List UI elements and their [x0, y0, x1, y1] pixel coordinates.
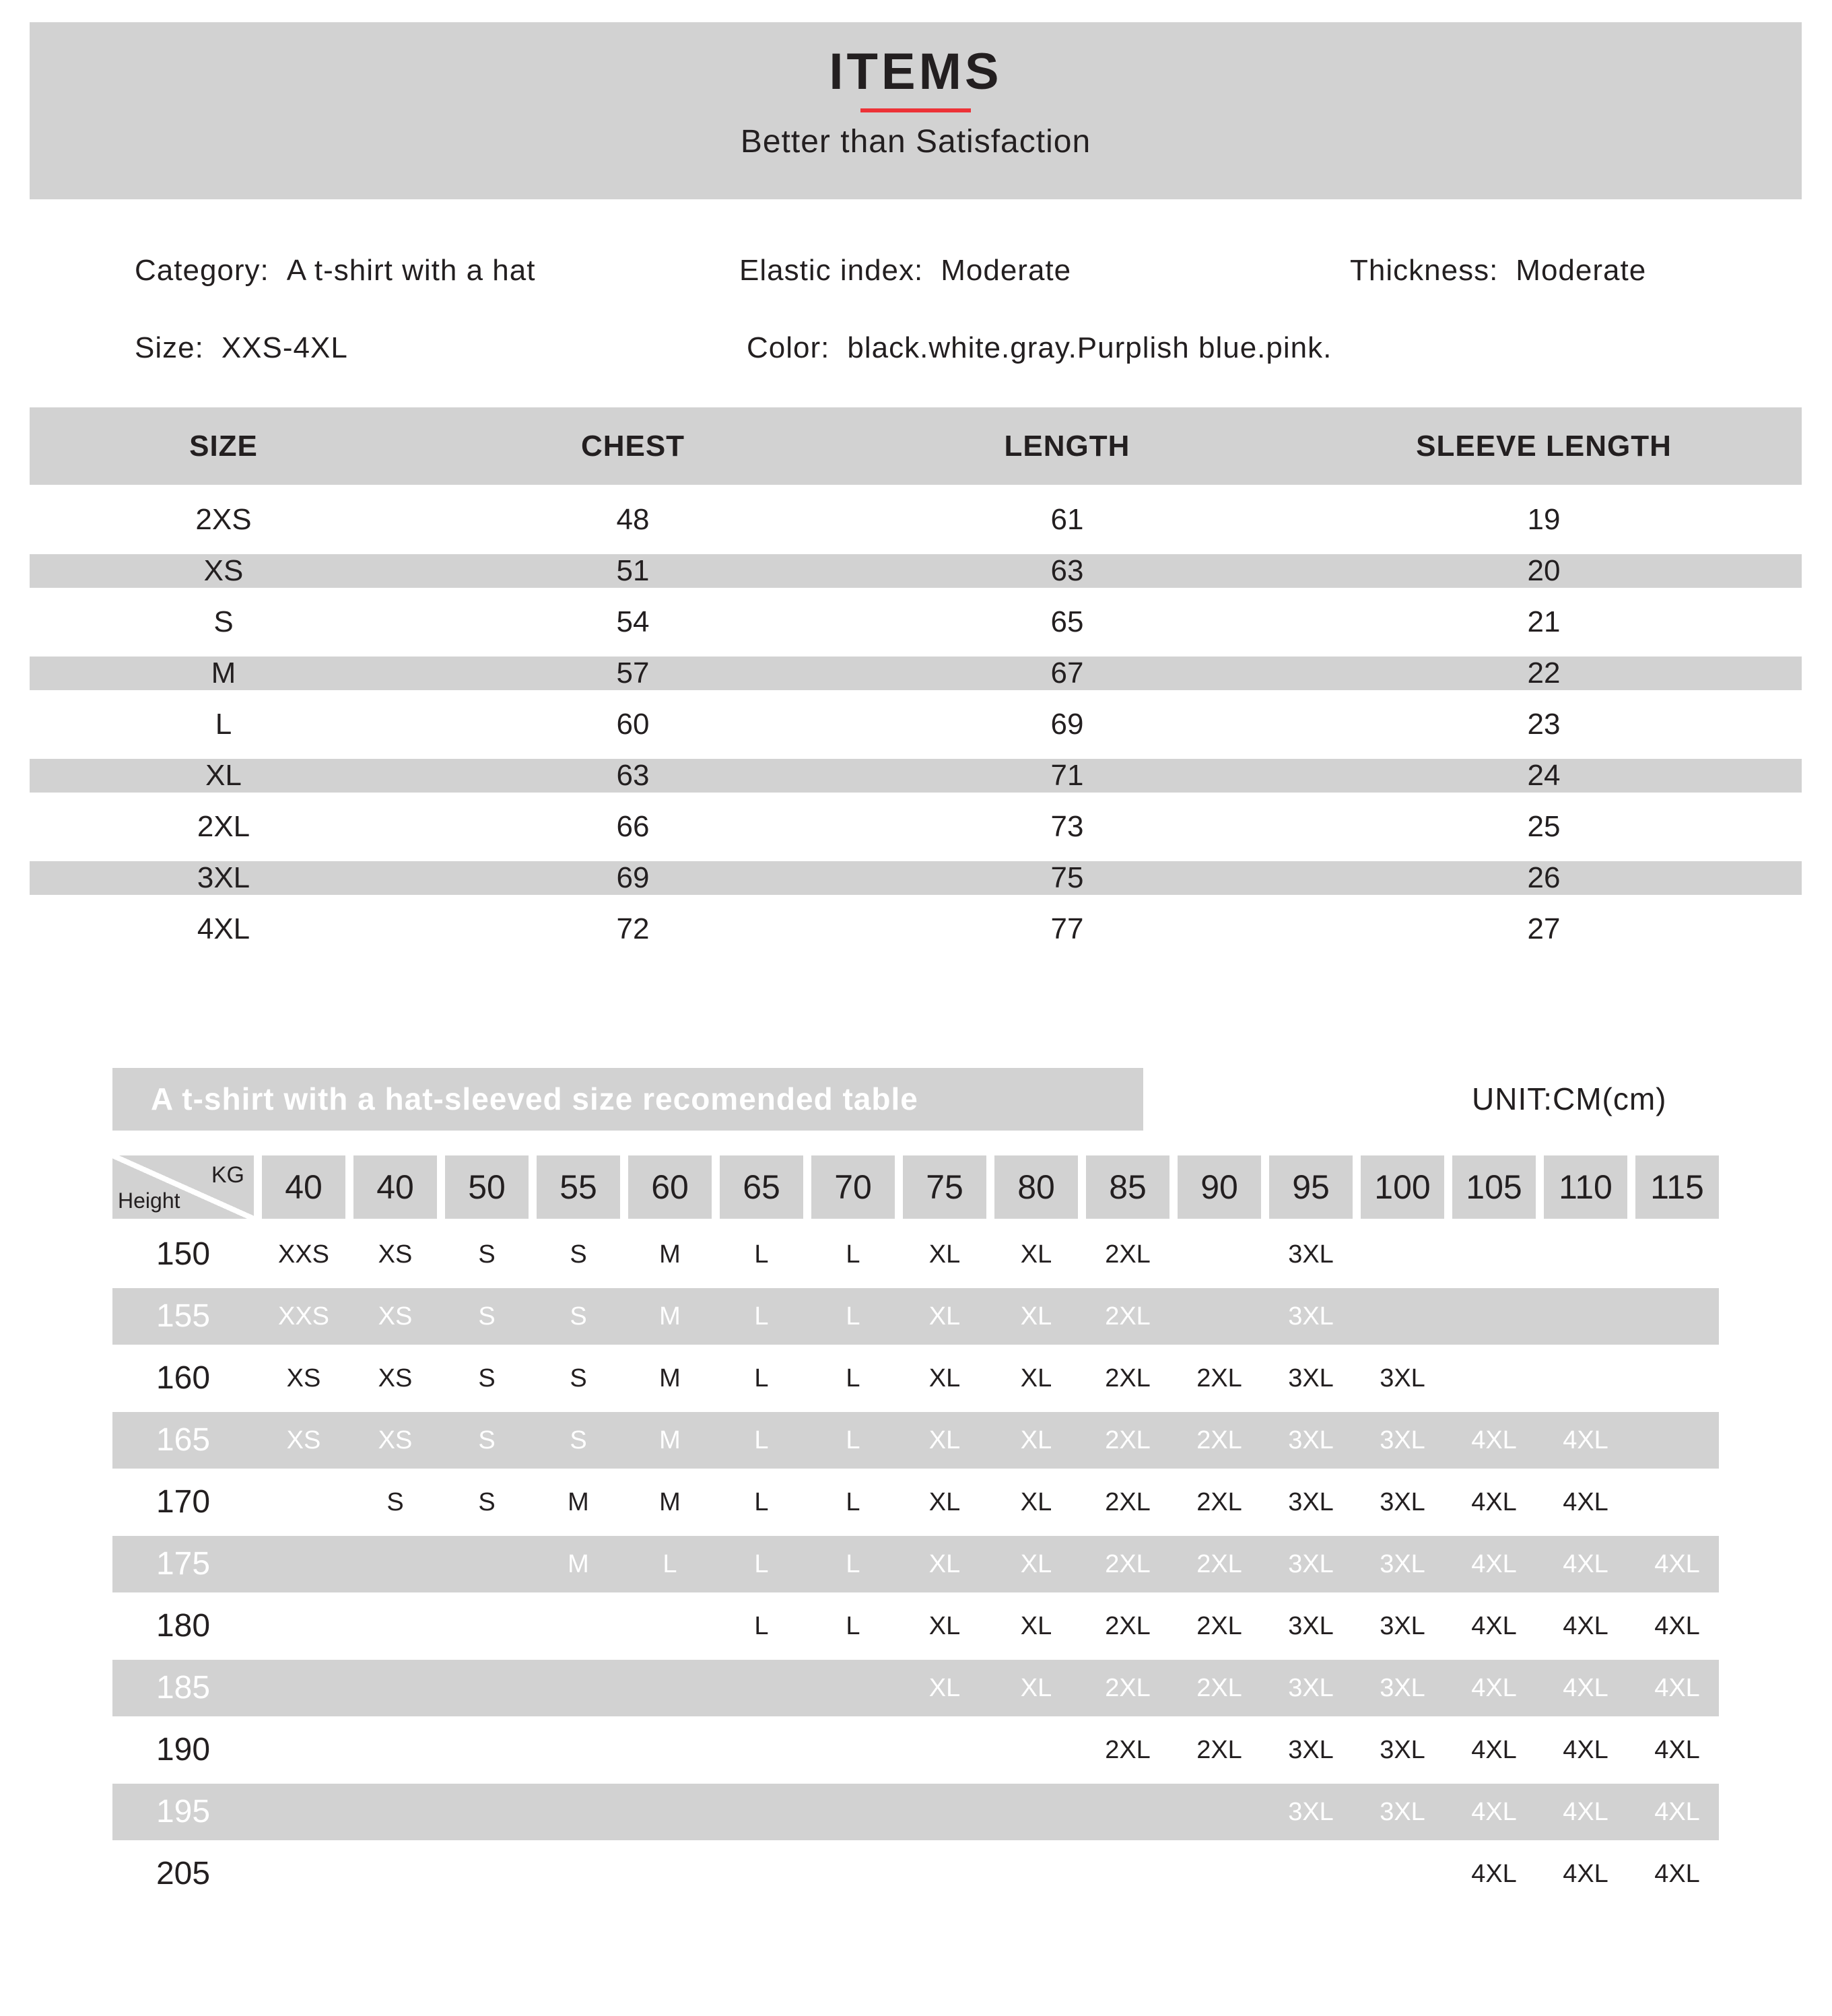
recommend-size-cell: L: [754, 1488, 769, 1516]
recommend-size-cell: S: [478, 1426, 496, 1454]
info-thickness-value: Moderate: [1516, 254, 1647, 287]
brand-subtitle: Better than Satisfaction: [740, 124, 1091, 160]
recommend-size-cell: XL: [1020, 1488, 1052, 1516]
recommend-size-cell: 3XL: [1288, 1612, 1334, 1640]
recommend-size-cell: 4XL: [1654, 1860, 1700, 1888]
recommend-size-cell: 3XL: [1288, 1736, 1334, 1764]
recommend-size-cell: 2XL: [1196, 1488, 1242, 1516]
recommend-size-cell: XL: [928, 1364, 961, 1392]
size-table-cell-chest: 72: [616, 912, 650, 945]
size-table-cell-chest: 63: [616, 759, 650, 792]
recommend-size-cell: 3XL: [1380, 1612, 1425, 1640]
recommend-size-cell: S: [386, 1488, 404, 1516]
recommend-size-cell: 3XL: [1288, 1364, 1334, 1392]
size-table-row-XS: [30, 554, 1802, 588]
recommend-size-cell: 4XL: [1563, 1550, 1608, 1578]
recommend-row-175: [112, 1536, 1719, 1592]
corner-kg-label: KG: [211, 1162, 244, 1188]
recommend-size-cell: 4XL: [1471, 1488, 1517, 1516]
recommend-size-cell: 4XL: [1563, 1674, 1608, 1702]
recommend-size-cell: XL: [1020, 1612, 1052, 1640]
info-category-label: Category:: [135, 254, 269, 287]
recommend-row-150: [112, 1226, 1719, 1283]
recommend-size-cell: 2XL: [1196, 1550, 1242, 1578]
size-table-col-length: LENGTH: [1004, 429, 1130, 463]
recommend-size-cell: XL: [928, 1426, 961, 1454]
size-table-cell-chest: 57: [616, 657, 650, 690]
size-table-cell-size: XS: [203, 554, 244, 587]
height-label: 195: [156, 1794, 211, 1829]
recommend-size-cell: S: [478, 1302, 496, 1331]
recommend-size-cell: S: [570, 1364, 587, 1392]
weight-header-cell-13: 105: [1452, 1155, 1536, 1219]
recommend-size-cell: XL: [1020, 1240, 1052, 1269]
recommend-size-cell: L: [754, 1426, 769, 1454]
recommend-size-cell: M: [659, 1240, 681, 1269]
weight-header-cell-15: 115: [1635, 1155, 1719, 1219]
size-table-cell-sleeve: 27: [1527, 912, 1561, 945]
recommend-size-cell: 4XL: [1471, 1674, 1517, 1702]
recommend-size-cell: XXS: [277, 1240, 330, 1269]
recommend-size-cell: 3XL: [1380, 1798, 1425, 1826]
recommend-size-cell: M: [568, 1488, 589, 1516]
recommend-size-cell: 2XL: [1105, 1550, 1151, 1578]
size-table-header: [30, 407, 1802, 485]
recommend-size-cell: L: [754, 1364, 769, 1392]
recommend-size-cell: XL: [928, 1612, 961, 1640]
recommend-size-cell: 2XL: [1105, 1736, 1151, 1764]
unit-label: UNIT:CM(cm): [1472, 1081, 1667, 1116]
size-table-cell-sleeve: 26: [1527, 861, 1561, 894]
size-table-row-2XL: [30, 810, 1802, 844]
recommend-table-title: A t-shirt with a hat-sleeved size recomended table: [112, 1068, 1143, 1131]
weight-header-cell-9: 85: [1086, 1155, 1169, 1219]
recommend-row-185: [112, 1660, 1719, 1716]
recommend-size-cell: S: [570, 1302, 587, 1331]
recommend-size-cell: XL: [928, 1488, 961, 1516]
recommend-size-cell: L: [846, 1550, 860, 1578]
size-table-row-S: [30, 605, 1802, 639]
size-table-col-size: SIZE: [189, 429, 258, 463]
recommend-row-205: [112, 1846, 1719, 1902]
size-table-cell-length: 75: [1050, 861, 1084, 894]
height-label: 155: [156, 1298, 211, 1334]
size-table-col-chest: CHEST: [580, 429, 685, 463]
recommend-size-cell: XS: [378, 1240, 413, 1269]
height-label: 190: [156, 1732, 211, 1768]
size-table-row-2XS: [30, 503, 1802, 537]
size-table-row-L: [30, 708, 1802, 741]
recommend-size-cell: S: [478, 1364, 496, 1392]
size-table-cell-sleeve: 25: [1527, 810, 1561, 843]
info-elastic-value: Moderate: [941, 254, 1072, 287]
height-label: 170: [156, 1484, 211, 1520]
corner-height-label: Height: [118, 1188, 180, 1213]
info-elastic-label: Elastic index:: [739, 254, 924, 287]
size-table-cell-chest: 51: [616, 554, 650, 587]
recommend-size-cell: 3XL: [1380, 1736, 1425, 1764]
weight-header-cell-4: 60: [628, 1155, 712, 1219]
recommend-size-cell: L: [754, 1302, 769, 1331]
weight-header-cell-1: 40: [353, 1155, 437, 1219]
recommend-size-cell: 4XL: [1563, 1488, 1608, 1516]
size-table-cell-length: 63: [1050, 554, 1084, 587]
recommend-size-cell: L: [846, 1240, 860, 1269]
size-table-cell-size: 3XL: [197, 861, 250, 894]
recommend-size-cell: 3XL: [1288, 1674, 1334, 1702]
recommend-size-cell: XS: [286, 1364, 321, 1392]
recommend-size-cell: L: [754, 1240, 769, 1269]
brand-title: ITEMS: [829, 43, 1003, 100]
info-thickness: [1350, 256, 1646, 285]
recommend-size-cell: 4XL: [1563, 1798, 1608, 1826]
recommend-size-cell: 2XL: [1196, 1426, 1242, 1454]
size-table-cell-size: 4XL: [197, 912, 250, 945]
recommend-size-cell: XL: [928, 1674, 961, 1702]
recommend-size-cell: XL: [928, 1240, 961, 1269]
info-color-value: black.white.gray.Purplish blue.pink.: [847, 331, 1332, 364]
recommend-size-cell: 4XL: [1471, 1612, 1517, 1640]
size-table-row-4XL: [30, 912, 1802, 946]
weight-header-cell-8: 80: [994, 1155, 1078, 1219]
recommend-size-cell: L: [846, 1488, 860, 1516]
size-table-cell-chest: 69: [616, 861, 650, 894]
weight-header-cell-5: 65: [720, 1155, 803, 1219]
height-label: 165: [156, 1422, 211, 1458]
recommend-size-cell: 2XL: [1105, 1488, 1151, 1516]
recommend-table-body: [112, 1226, 1719, 1902]
height-label: 160: [156, 1360, 211, 1396]
recommend-size-cell: 3XL: [1288, 1240, 1334, 1269]
recommend-size-cell: 3XL: [1380, 1550, 1425, 1578]
weight-header-cell-2: 50: [445, 1155, 529, 1219]
size-table-row-3XL: [30, 861, 1802, 895]
recommend-row-190: [112, 1722, 1719, 1778]
size-table-cell-length: 65: [1050, 605, 1084, 638]
size-table-cell-size: XL: [205, 759, 242, 792]
recommend-size-cell: 4XL: [1654, 1612, 1700, 1640]
recommend-size-cell: 4XL: [1471, 1860, 1517, 1888]
info-color-label: Color:: [747, 331, 830, 364]
recommend-size-cell: M: [659, 1364, 681, 1392]
weight-header-cell-11: 95: [1269, 1155, 1353, 1219]
size-table-row-M: [30, 657, 1802, 690]
recommend-size-cell: 4XL: [1654, 1674, 1700, 1702]
recommend-size-cell: M: [568, 1550, 589, 1578]
recommend-size-cell: 3XL: [1380, 1674, 1425, 1702]
size-table-cell-size: S: [213, 605, 234, 638]
info-color: [747, 333, 1332, 363]
recommend-size-cell: S: [478, 1488, 496, 1516]
weight-header-cell-0: 40: [262, 1155, 345, 1219]
info-elastic-index: [739, 256, 1071, 285]
weight-header-cell-3: 55: [537, 1155, 620, 1219]
size-table-cell-length: 71: [1050, 759, 1084, 792]
weight-header-cell-12: 100: [1361, 1155, 1444, 1219]
corner-kg-height-cell: [112, 1155, 254, 1219]
recommend-size-cell: 4XL: [1654, 1550, 1700, 1578]
size-table-row-XL: [30, 759, 1802, 793]
size-table-cell-length: 73: [1050, 810, 1084, 843]
recommend-size-cell: XS: [378, 1302, 413, 1331]
recommend-table: [112, 1155, 1719, 1908]
size-table-cell-length: 69: [1050, 708, 1084, 741]
recommend-size-cell: XL: [1020, 1550, 1052, 1578]
recommend-size-cell: 4XL: [1471, 1736, 1517, 1764]
recommend-size-cell: XL: [1020, 1302, 1052, 1331]
recommend-size-cell: 4XL: [1563, 1612, 1608, 1640]
size-table-cell-sleeve: 24: [1527, 759, 1561, 792]
recommend-size-cell: S: [570, 1426, 587, 1454]
size-table-cell-sleeve: 21: [1527, 605, 1561, 638]
recommend-size-cell: L: [846, 1302, 860, 1331]
recommend-size-cell: L: [754, 1612, 769, 1640]
size-table-cell-sleeve: 20: [1527, 554, 1561, 587]
recommend-size-cell: 2XL: [1196, 1674, 1242, 1702]
size-table-cell-chest: 66: [616, 810, 650, 843]
recommend-size-cell: L: [846, 1612, 860, 1640]
height-label: 180: [156, 1608, 211, 1644]
recommend-size-cell: 4XL: [1471, 1798, 1517, 1826]
recommend-size-cell: 2XL: [1196, 1736, 1242, 1764]
size-table-cell-size: 2XL: [197, 810, 250, 843]
recommend-size-cell: L: [846, 1364, 860, 1392]
recommend-size-cell: XL: [1020, 1426, 1052, 1454]
recommend-size-cell: 4XL: [1563, 1426, 1608, 1454]
recommend-size-cell: 3XL: [1288, 1488, 1334, 1516]
recommend-size-cell: S: [570, 1240, 587, 1269]
recommend-size-cell: S: [478, 1240, 496, 1269]
recommend-row-160: [112, 1350, 1719, 1407]
recommend-size-cell: L: [663, 1550, 677, 1578]
recommend-size-cell: XL: [1020, 1674, 1052, 1702]
recommend-size-cell: M: [659, 1488, 681, 1516]
height-label: 205: [156, 1856, 211, 1891]
recommend-row-155: [112, 1288, 1719, 1345]
size-table-cell-sleeve: 22: [1527, 657, 1561, 690]
size-table-cell-length: 67: [1050, 657, 1084, 690]
recommend-size-cell: XS: [286, 1426, 321, 1454]
recommend-size-cell: XXS: [277, 1302, 330, 1331]
recommend-row-165: [112, 1412, 1719, 1469]
info-category: [135, 256, 535, 285]
recommend-size-cell: 2XL: [1105, 1612, 1151, 1640]
weight-header-cell-7: 75: [903, 1155, 986, 1219]
recommend-size-cell: 4XL: [1471, 1550, 1517, 1578]
recommend-size-cell: XL: [928, 1302, 961, 1331]
recommend-size-cell: M: [659, 1302, 681, 1331]
recommend-size-cell: 3XL: [1288, 1798, 1334, 1826]
size-table-col-sleeve-length: SLEEVE LENGTH: [1416, 429, 1672, 463]
info-thickness-label: Thickness:: [1350, 254, 1499, 287]
recommend-size-cell: 3XL: [1288, 1426, 1334, 1454]
info-size-value: XXS-4XL: [221, 331, 348, 364]
recommend-size-cell: XL: [928, 1550, 961, 1578]
recommend-size-cell: 3XL: [1380, 1488, 1425, 1516]
recommend-row-180: [112, 1598, 1719, 1654]
size-table-cell-sleeve: 23: [1527, 708, 1561, 741]
recommend-size-cell: 2XL: [1105, 1674, 1151, 1702]
recommend-size-cell: 4XL: [1654, 1798, 1700, 1826]
size-table-body: [30, 503, 1802, 964]
recommend-size-cell: 4XL: [1563, 1860, 1608, 1888]
recommend-table-header: [112, 1155, 1719, 1219]
recommend-size-cell: 2XL: [1196, 1612, 1242, 1640]
brand-underline: [860, 108, 971, 112]
recommend-size-cell: XS: [378, 1426, 413, 1454]
size-table-cell-sleeve: 19: [1527, 503, 1561, 536]
recommend-size-cell: 4XL: [1654, 1736, 1700, 1764]
recommend-size-cell: 2XL: [1105, 1302, 1151, 1331]
recommend-row-195: [112, 1784, 1719, 1840]
height-label: 150: [156, 1236, 211, 1272]
weight-header-cell-6: 70: [811, 1155, 895, 1219]
info-category-value: A t-shirt with a hat: [286, 254, 536, 287]
weight-header-cell-10: 90: [1178, 1155, 1261, 1219]
size-table-cell-length: 61: [1050, 503, 1084, 536]
recommend-size-cell: 2XL: [1105, 1364, 1151, 1392]
height-label: 175: [156, 1546, 211, 1582]
recommend-size-cell: 3XL: [1380, 1426, 1425, 1454]
size-table-cell-chest: 60: [616, 708, 650, 741]
brand-banner: [30, 22, 1802, 199]
recommend-row-170: [112, 1474, 1719, 1531]
recommend-size-cell: 3XL: [1380, 1364, 1425, 1392]
recommend-size-cell: XS: [378, 1364, 413, 1392]
height-label: 185: [156, 1670, 211, 1706]
recommend-size-cell: 2XL: [1196, 1364, 1242, 1392]
size-table-cell-size: 2XS: [195, 503, 252, 536]
recommend-size-cell: 4XL: [1471, 1426, 1517, 1454]
recommend-size-cell: L: [754, 1550, 769, 1578]
size-table-cell-size: L: [215, 708, 232, 741]
recommend-size-cell: L: [846, 1426, 860, 1454]
recommend-size-cell: 2XL: [1105, 1426, 1151, 1454]
size-table-cell-chest: 48: [616, 503, 650, 536]
info-size-label: Size:: [135, 331, 204, 364]
recommend-size-cell: XL: [1020, 1364, 1052, 1392]
recommend-size-cell: 3XL: [1288, 1550, 1334, 1578]
recommend-size-cell: 3XL: [1288, 1302, 1334, 1331]
info-size: [135, 333, 348, 363]
recommend-size-cell: 2XL: [1105, 1240, 1151, 1269]
recommend-size-cell: M: [659, 1426, 681, 1454]
size-table-cell-size: M: [211, 657, 236, 690]
recommend-size-cell: 4XL: [1563, 1736, 1608, 1764]
size-table-cell-chest: 54: [616, 605, 650, 638]
weight-header-cell-14: 110: [1544, 1155, 1627, 1219]
size-table-cell-length: 77: [1050, 912, 1084, 945]
